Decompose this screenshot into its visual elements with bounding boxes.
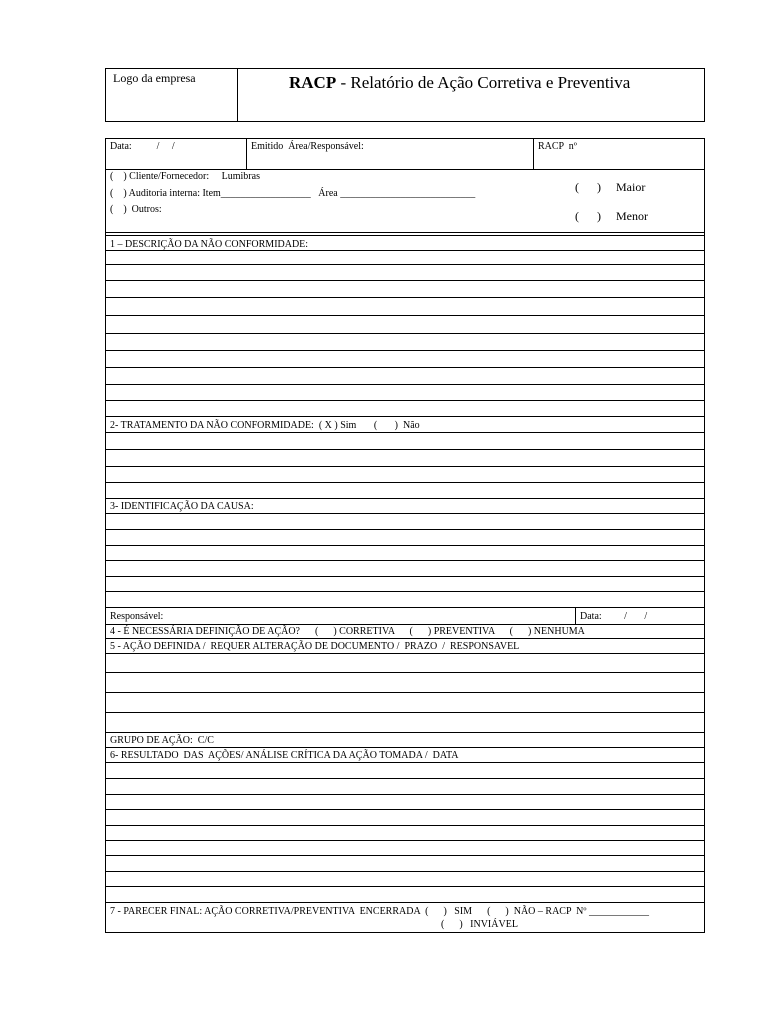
rule xyxy=(105,871,704,872)
section-4-heading: 4 - É NECESSÁRIA DEFINIÇÃO DE AÇÃO? ( ) CORRETIVA ( ) PREVENTIVA ( ) NENHUMA xyxy=(110,626,585,637)
title-code: RACP xyxy=(289,73,337,92)
rule xyxy=(105,624,704,625)
rule xyxy=(105,169,704,170)
section-5-heading: 5 - AÇÃO DEFINIDA / REQUER ALTERAÇÃO DE DOCUMENTO / PRAZO / RESPONSAVEL xyxy=(110,641,520,652)
rule xyxy=(105,264,704,265)
rule xyxy=(105,513,704,514)
emitido-field-label: Emitido Área/Responsável: xyxy=(251,141,364,152)
rule xyxy=(105,672,704,673)
rule xyxy=(105,529,704,530)
rule xyxy=(105,482,704,483)
section-7-heading: 7 - PARECER FINAL: AÇÃO CORRETIVA/PREVENTIVA ENCERRADA ( ) SIM ( ) NÃO – RACP Nº ____________ xyxy=(110,906,649,917)
title-text: - Relatório de Ação Corretiva e Preventiva xyxy=(336,73,631,92)
section-7-inviavel-option: ( ) INVIÁVEL xyxy=(441,919,518,930)
page-title xyxy=(289,73,630,93)
rule xyxy=(105,732,704,733)
rule xyxy=(105,591,704,592)
responsavel-data-label: Data: / / xyxy=(580,611,648,622)
section-1-heading: 1 – DESCRIÇÃO DA NÃO CONFORMIDADE: xyxy=(110,239,309,250)
rule xyxy=(105,638,704,639)
rule xyxy=(105,560,704,561)
cliente-fornecedor-option: ( ) Cliente/Fornecedor: Lumibras xyxy=(110,171,260,182)
rule xyxy=(105,333,704,334)
section-3-heading: 3- IDENTIFICAÇÃO DA CAUSA: xyxy=(110,501,254,512)
rule xyxy=(105,840,704,841)
form-box xyxy=(105,138,705,933)
section-6-heading: 6- RESULTADO DAS AÇÕES/ ANÁLISE CRÍTICA DA AÇÃO TOMADA / DATA xyxy=(110,750,459,761)
section-2-heading: 2- TRATAMENTO DA NÃO CONFORMIDADE: ( X ) Sim ( ) Não xyxy=(110,420,420,431)
rule xyxy=(105,449,704,450)
info-divider-1 xyxy=(246,138,247,169)
rule xyxy=(105,692,704,693)
grupo-acao-label: GRUPO DE AÇÃO: C/C xyxy=(110,735,214,746)
outros-option: ( ) Outros: xyxy=(110,204,162,215)
responsavel-label: Responsável: xyxy=(110,611,164,622)
rule xyxy=(105,432,704,433)
data-field-label: Data: / / xyxy=(110,141,175,152)
rule xyxy=(105,416,704,417)
rule xyxy=(105,809,704,810)
rule xyxy=(105,384,704,385)
rule xyxy=(105,350,704,351)
header-divider xyxy=(237,68,238,122)
rule xyxy=(105,902,704,903)
rule xyxy=(105,466,704,467)
rule xyxy=(105,747,704,748)
rule xyxy=(105,712,704,713)
rule xyxy=(105,762,704,763)
maior-option: ( ) Maior xyxy=(575,180,646,194)
double-rule-bottom xyxy=(105,235,704,236)
rule xyxy=(105,794,704,795)
info-divider-2 xyxy=(533,138,534,169)
double-rule-top xyxy=(105,232,704,233)
rule xyxy=(105,297,704,298)
rule xyxy=(105,653,704,654)
rule xyxy=(105,825,704,826)
rule xyxy=(105,498,704,499)
rule xyxy=(105,280,704,281)
responsavel-divider xyxy=(575,607,576,624)
auditoria-interna-option: ( ) Auditoria interna: Item__________________ Área ___________________________ xyxy=(110,188,476,199)
racp-number-label: RACP nº xyxy=(538,141,577,152)
logo-placeholder: Logo da empresa xyxy=(113,71,196,85)
rule xyxy=(105,400,704,401)
rule xyxy=(105,545,704,546)
rule xyxy=(105,250,704,251)
rule xyxy=(105,315,704,316)
rule xyxy=(105,778,704,779)
rule xyxy=(105,607,704,608)
rule xyxy=(105,576,704,577)
menor-option: ( ) Menor xyxy=(575,209,648,223)
rule xyxy=(105,886,704,887)
rule xyxy=(105,367,704,368)
rule xyxy=(105,855,704,856)
